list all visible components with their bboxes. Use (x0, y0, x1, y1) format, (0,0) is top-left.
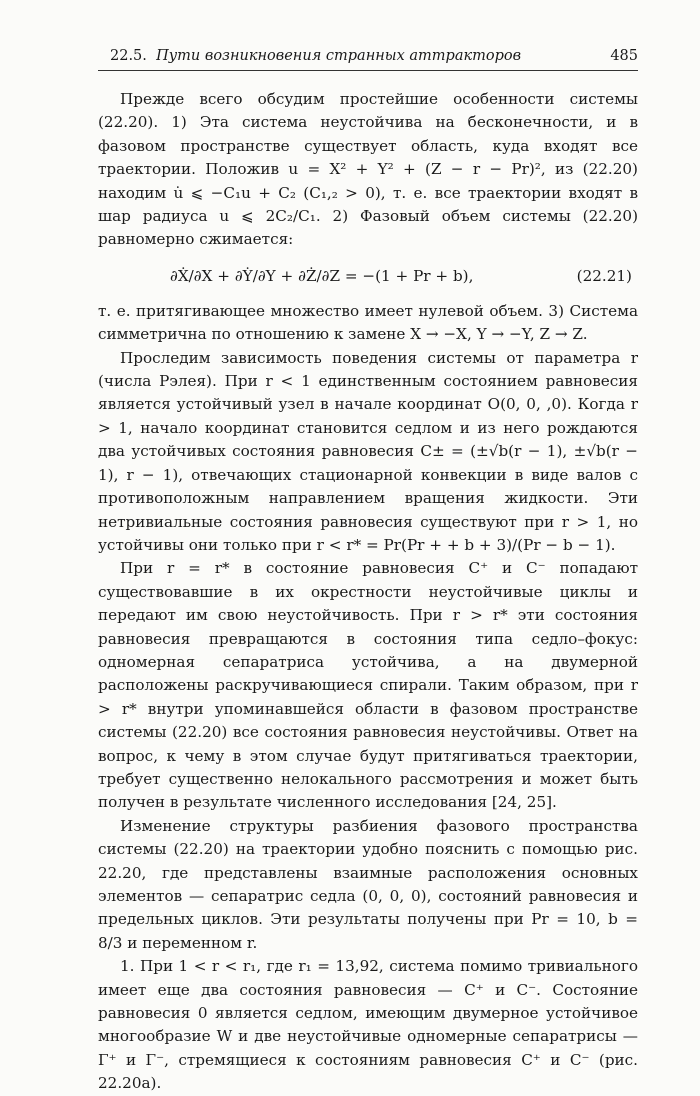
equation-22-21 (98, 254, 638, 298)
page-body (98, 88, 638, 1096)
running-header (98, 44, 638, 71)
equation-expression: ∂Ẋ/∂X + ∂Ẏ/∂Y + ∂Ż/∂Z = −(1 + Pr + b), (170, 266, 474, 285)
paragraph-2: т. е. притягивающее множество имеет нулевой объем. 3) Система симметрична по отношению к замене X → −X, Y → −Y, Z → Z. (98, 301, 638, 344)
paragraph-3: Проследим зависимость поведения системы от параметра r (числа Рэлея). При r < 1 единственным состоянием равновесия является устойчивый узел в начале координат O(0, 0, ,0). Когда r > 1, начало координат становится седлом и из него рождаются два устойчивых состояния равновесия C± = (±√b(r − 1), ±√b(r − 1), r − 1), отвечающих стационарной конвекции в виде валов с противоположным направлением вращения жидкости. Эти нетривиальные состояния равновесия существуют при r > 1, но устойчивы они только при r < r* = Pr(Pr + + b + 3)/(Pr − b − 1). (98, 348, 638, 554)
equation-number: (22.21) (576, 266, 632, 285)
section-title: Пути возникновения странных аттракторов (156, 48, 522, 64)
paragraph-6: 1. При 1 < r < r₁, где r₁ = 13,92, система помимо тривиального имеет еще два состояния равновесия — C⁺ и C⁻. Состояние равновесия 0 является седлом, имеющим двумерное устойчивое многообразие W и две неустойчивые одномерные сепаратрисы — Γ⁺ и Γ⁻, стремящиеся к состояниям равновесия C⁺ и C⁻ (рис. 22.20а). (98, 957, 638, 1093)
paragraph-4: При r = r* в состояние равновесия C⁺ и C⁻ попадают существовавшие в их окрестности неустойчивые циклы и передают им свою неустойчивость. При r > r* эти состояния равновесия превращаются в состояния типа седло–фокус: одномерная сепаратриса устойчива, а на двумерной расположены раскручивающиеся спирали. Таким образом, при r > r* внутри упоминавшейся области в фазовом пространстве системы (22.20) все состояния равновесия неустойчивы. Ответ на вопрос, к чему в этом случае будут притягиваться траектории, требует существенно нелокального рассмотрения и может быть получен в результате численного исследования [24, 25]. (98, 559, 638, 812)
section-number: 22.5. (110, 48, 147, 64)
header-section (110, 48, 521, 64)
page-number: 485 (610, 48, 638, 64)
paragraph-5: Изменение структуры разбиения фазового пространства системы (22.20) на траектории удобно пояснить с помощью рис. 22.20, где представлены взаимные расположения основных элементов — сепаратрис седла (0, 0, 0), состояний равновесия и предельных циклов. Эти результаты получены при Pr = 10, b = 8/3 и переменном r. (98, 816, 638, 952)
paragraph-1: Прежде всего обсудим простейшие особенности системы (22.20). 1) Эта система неустойчива на бесконечности, и в фазовом пространстве существует область, куда входят все траектории. Положив u = X² + Y² + (Z − r − Pr)², из (22.20) находим u̇ ⩽ −C₁u + C₂ (C₁,₂ > 0), т. е. все траектории входят в шар радиуса u ⩽ 2C₂/C₁. 2) Фазовый объем системы (22.20) равномерно сжимается: (98, 90, 638, 249)
